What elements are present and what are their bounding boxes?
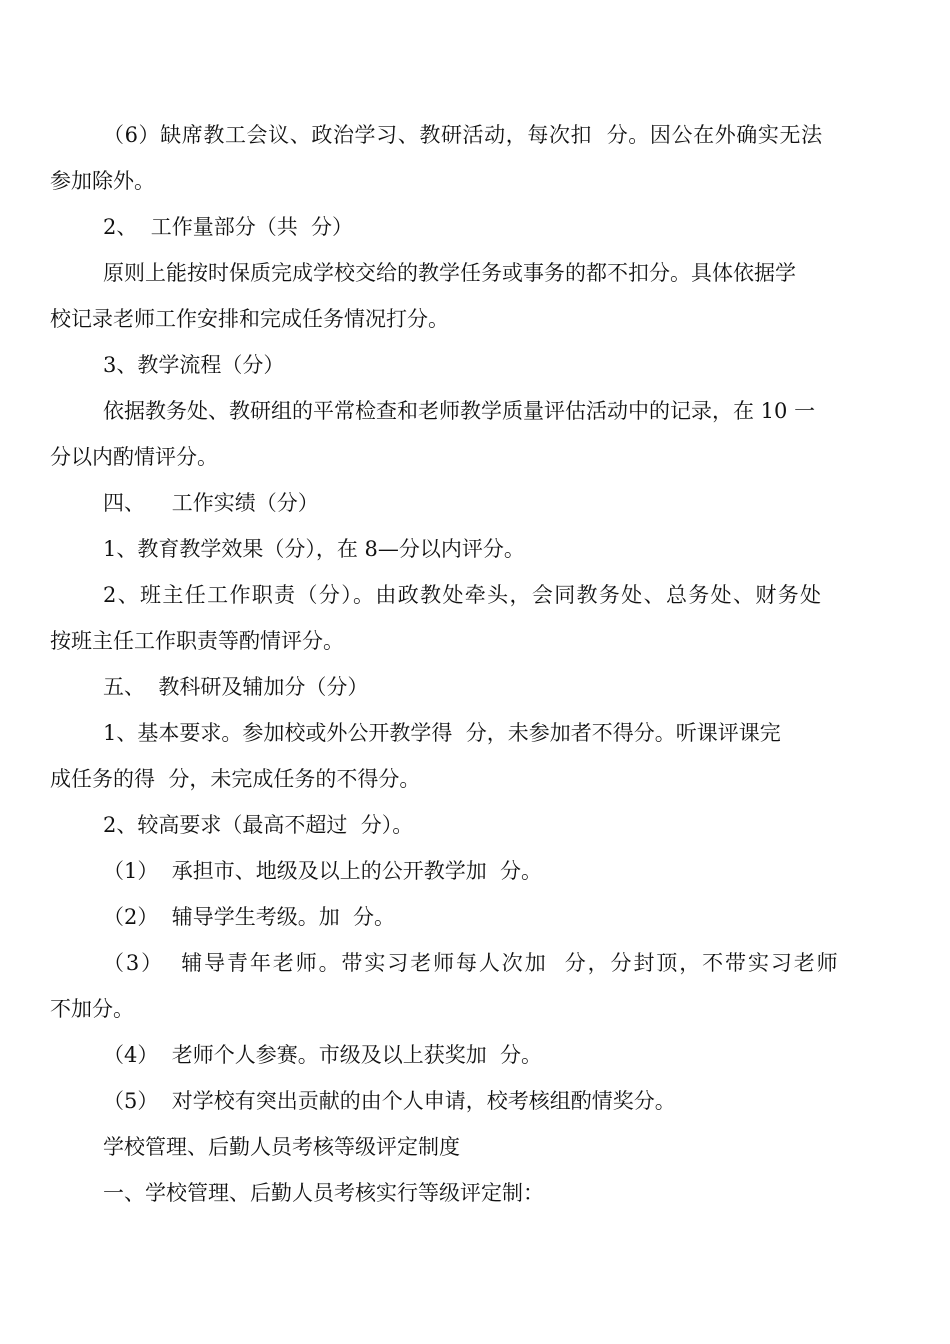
text-line: 2、较高要求（最高不超过 分）。 [103,813,414,837]
list-item: （5） 对学校有突出贡献的由个人申请，校考核组酌情奖分。 [103,1089,676,1113]
text-line: 分以内酌情评分。 [50,445,218,469]
list-item: （4） 老师个人参赛。市级及以上获奖加 分。 [103,1043,543,1067]
document-title: 学校管理、后勤人员考核等级评定制度 [103,1135,460,1159]
list-item: （2） 辅导学生考级。加 分。 [103,905,396,929]
text-line: 依据教务处、教研组的平常检查和老师教学质量评估活动中的记录，在 10 一 [103,399,816,423]
list-item: （1） 承担市、地级及以上的公开教学加 分。 [103,859,543,883]
text-line: 1、基本要求。参加校或外公开教学得 分，未参加者不得分。听课评课完 [103,721,781,745]
section-heading: 一、学校管理、后勤人员考核实行等级评定制： [103,1181,544,1205]
section-heading: 五、 教科研及辅加分（分） [103,675,369,699]
text-line: 参加除外。 [50,169,155,193]
section-heading: 2、 工作量部分（共 分） [103,215,354,239]
section-heading: 四、 工作实绩（分） [103,491,319,515]
text-line: 原则上能按时保质完成学校交给的教学任务或事务的都不扣分。具体依据学 [103,261,796,285]
text-line: 1、教育教学效果（分），在 8—分以内评分。 [103,537,525,561]
list-item: （3） 辅导青年老师。带实习老师每人次加 分，分封顶，不带实习老师 [103,951,840,975]
text-line: 成任务的得 分，未完成任务的不得分。 [50,767,421,791]
text-line: 不加分。 [50,997,134,1021]
text-line: 校记录老师工作安排和完成任务情况打分。 [50,307,449,331]
section-heading: 3、教学流程（分） [103,353,285,377]
text-line: 按班主任工作职责等酌情评分。 [50,629,344,653]
text-line: （6）缺席教工会议、政治学习、教研活动，每次扣 分。因公在外确实无法 [103,123,823,147]
text-line: 2、班主任工作职责（分）。由政教处牵头，会同教务处、总务处、财务处 [103,583,823,607]
